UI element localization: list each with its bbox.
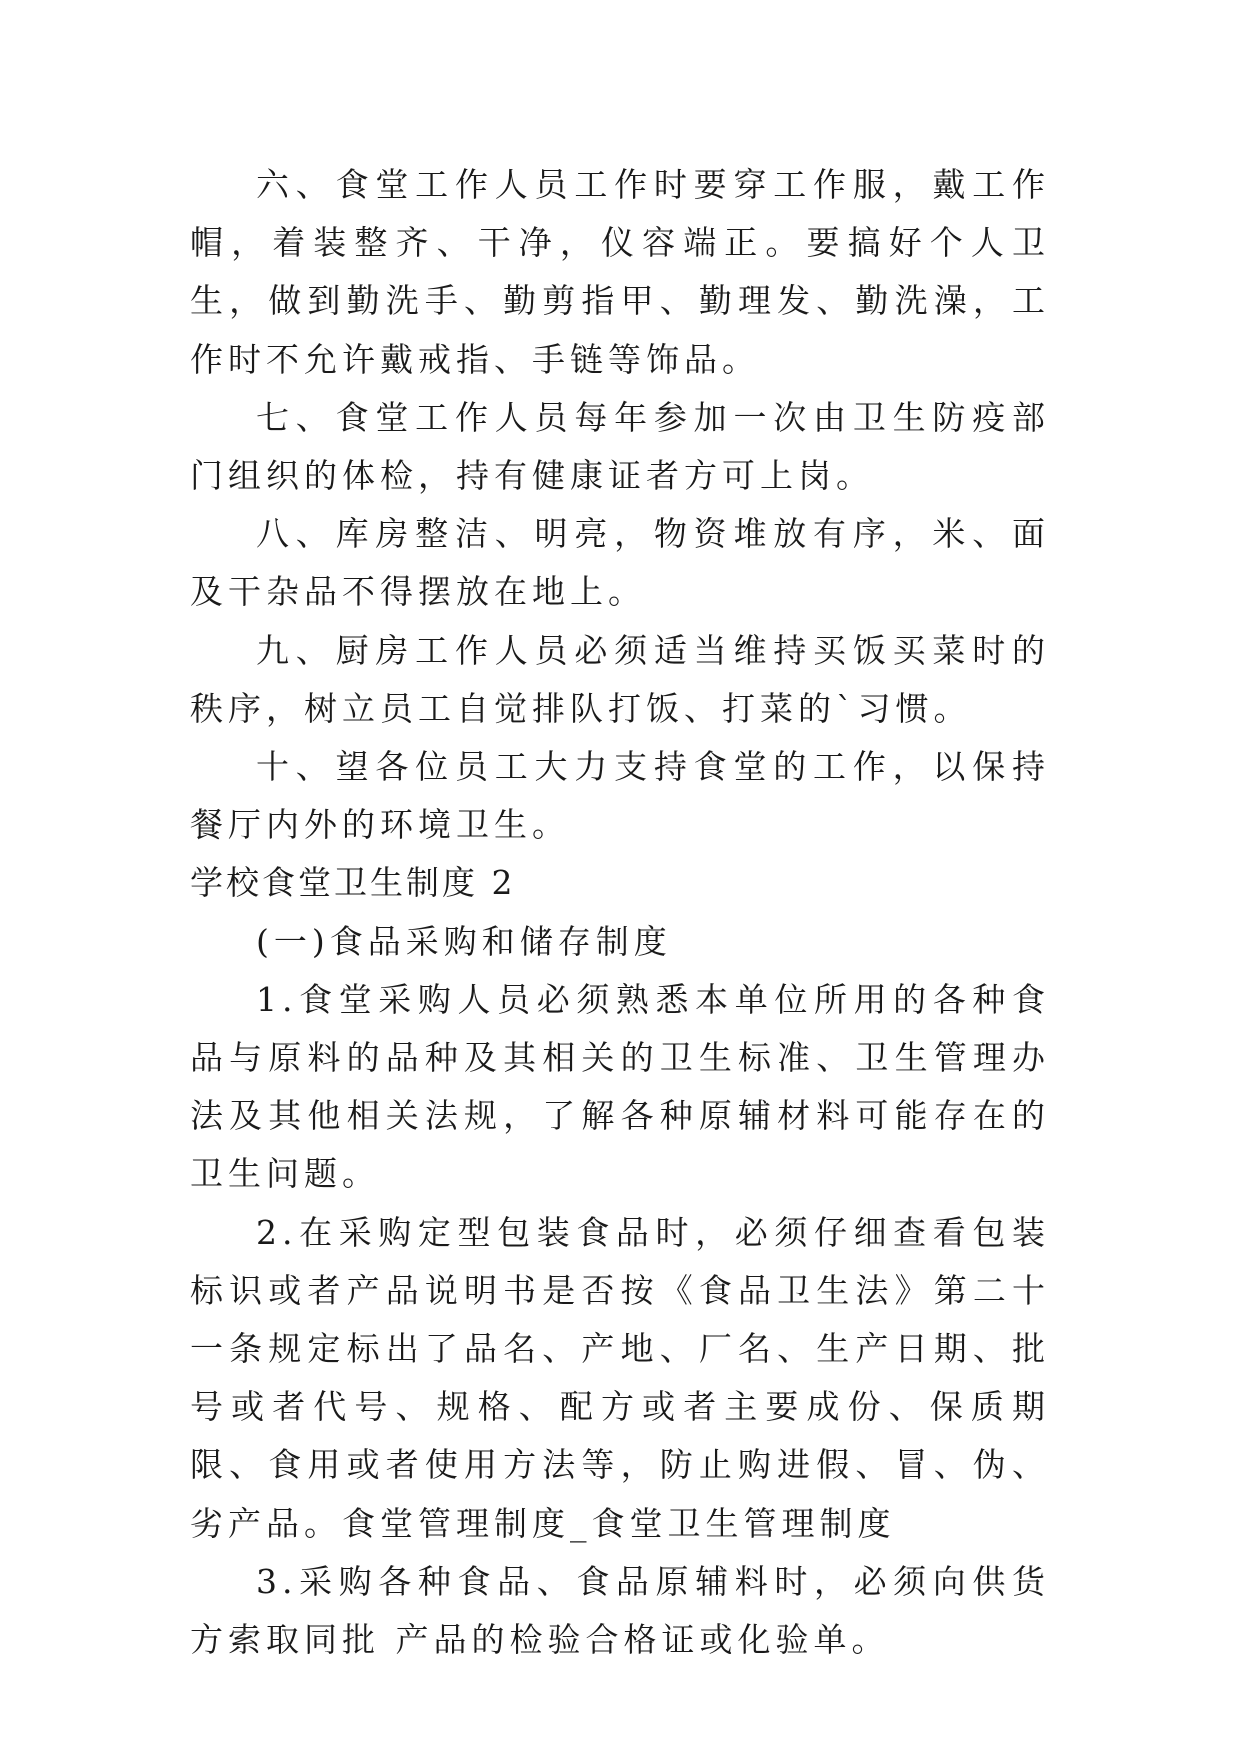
- item-1: 1.食堂采购人员必须熟悉本单位所用的各种食品与原料的品种及其相关的卫生标准、卫生管理办法及其他相关法规，了解各种原辅材料可能存在的卫生问题。: [190, 979, 1050, 1194]
- document-body: [190, 156, 1050, 1669]
- paragraph-6: 六、食堂工作人员工作时要穿工作服，戴工作帽，着装整齐、干净，仪容端正。要搞好个人卫生，做到勤洗手、勤剪指甲、勤理发、勤洗澡，工作时不允许戴戒指、手链等饰品。: [190, 165, 1050, 379]
- paragraph-9: 九、厨房工作人员必须适当维持买饭买菜时的秩序，树立员工自觉排队打饭、打菜的`习惯。: [190, 630, 1050, 728]
- item-2: 2.在采购定型包装食品时，必须仔细查看包装标识或者产品说明书是否按《食品卫生法》第二十一条规定标出了品名、产地、厂名、生产日期、批号或者代号、规格、配方或者主要成份、保质期限、食用或者使用方法等，防止购进假、冒、伪、劣产品。食堂管理制度_食堂卫生管理制度: [190, 1212, 1050, 1543]
- paragraph-10: 十、望各位员工大力支持食堂的工作，以保持餐厅内外的环境卫生。: [190, 747, 1050, 845]
- section-title: 学校食堂卫生制度 2: [190, 863, 516, 903]
- paragraph-7: 七、食堂工作人员每年参加一次由卫生防疫部门组织的体检，持有健康证者方可上岗。: [190, 397, 1050, 496]
- paragraph-8: 八、库房整洁、明亮，物资堆放有序，米、面及干杂品不得摆放在地上。: [190, 514, 1050, 612]
- subsection-title: (一)食品采购和储存制度: [256, 921, 672, 961]
- item-3: 3.采购各种食品、食品原辅料时，必须向供货方索取同批 产品的检验合格证或化验单。: [190, 1561, 1050, 1660]
